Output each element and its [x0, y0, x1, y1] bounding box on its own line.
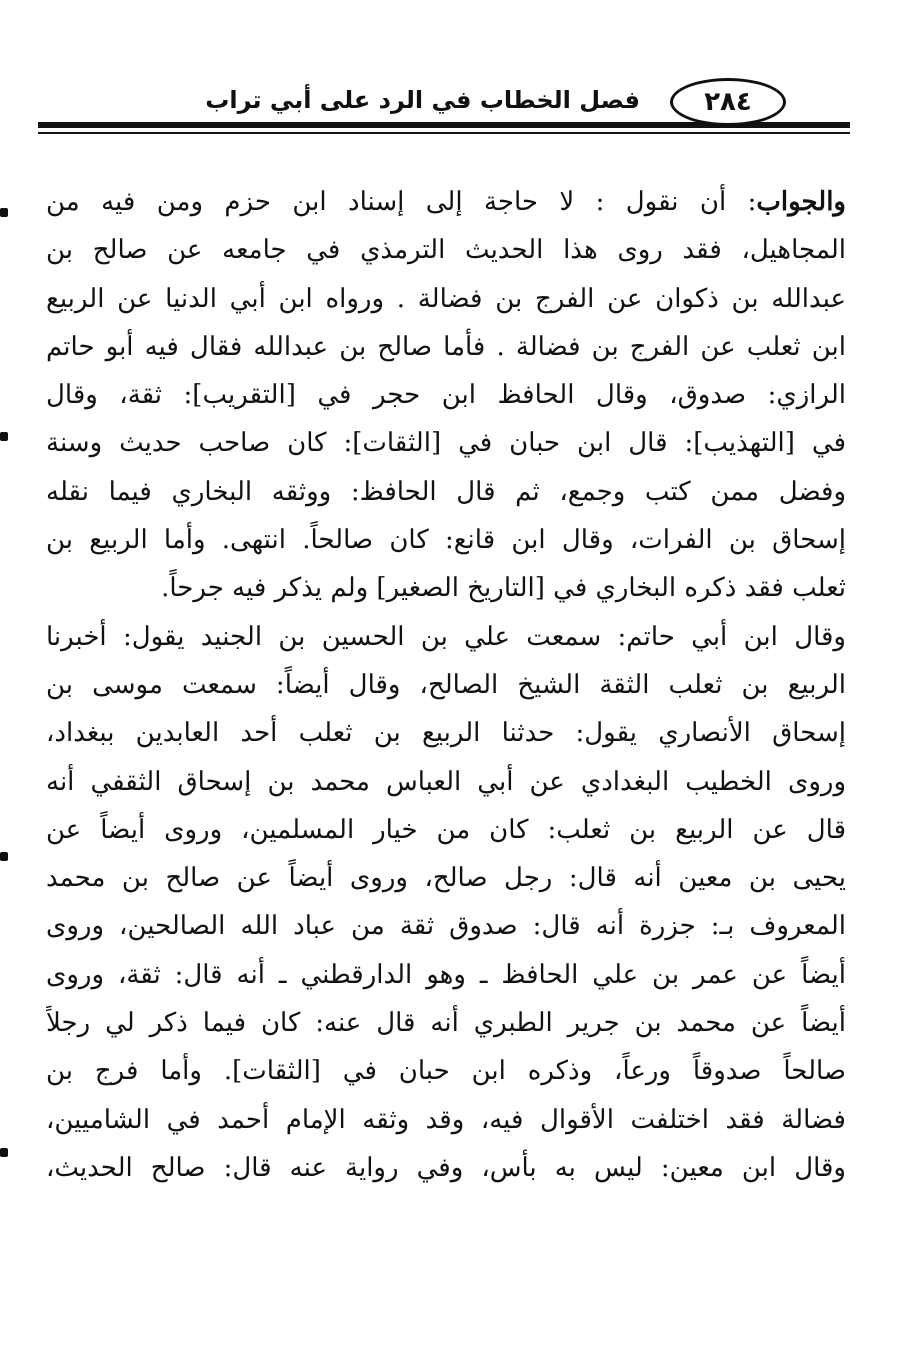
scan-edge-mark: [0, 1148, 8, 1157]
text-line: المجاهيل، فقد روى هذا الحديث الترمذي في جامعه عن صالح بن: [46, 235, 846, 266]
text-line: وقال ابن أبي حاتم: سمعت علي بن الحسين بن الجنيد يقول: أخبرنا: [46, 621, 846, 652]
text-line: الربيع بن ثعلب الثقة الشيخ الصالح، وقال أيضاً: سمعت موسى بن: [46, 669, 846, 700]
scan-edge-mark: [0, 208, 8, 217]
page-number-oval: [670, 78, 786, 126]
lead-word: والجواب: [756, 187, 846, 217]
text-line: وقال ابن معين: ليس به بأس، وفي رواية عنه قال: صالح الحديث،: [46, 1152, 846, 1183]
line-text: : أن نقول : لا حاجة إلى إسناد ابن حزم ومن فيه من: [46, 187, 757, 217]
text-line: وفضل ممن كتب وجمع، ثم قال الحافظ: ووثقه البخاري فيما نقله: [46, 476, 846, 507]
text-line: إسحاق الأنصاري يقول: حدثنا الربيع بن ثعلب أحد العابدين ببغداد،: [46, 718, 846, 749]
text-line: أيضاً عن عمر بن علي الحافظ ـ وهو الدارقطني ـ أنه قال: ثقة، وروى: [46, 959, 846, 990]
text-line: ابن ثعلب عن الفرج بن فضالة . فأما صالح بن عبدالله فقال فيه أبو حاتم: [46, 331, 846, 362]
scan-edge-mark: [0, 432, 8, 441]
body-text: [46, 178, 846, 1192]
text-line: [46, 178, 846, 226]
running-title: فصل الخطاب في الرد على أبي تراب: [205, 86, 640, 114]
text-line: المعروف بـ: جزرة أنه قال: صدوق ثقة من عباد الله الصالحين، وروى: [46, 911, 846, 942]
text-line: الرازي: صدوق، وقال الحافظ ابن حجر في [التقريب]: ثقة، وقال: [46, 380, 846, 411]
text-line: إسحاق بن الفرات، وقال ابن قانع: كان صالحاً. انتهى. وأما الربيع بن: [46, 525, 846, 556]
text-line: في [التهذيب]: قال ابن حبان في [الثقات]: كان صاحب حديث وسنة: [46, 428, 846, 459]
text-line: ثعلب فقد ذكره البخاري في [التاريخ الصغير] ولم يذكر فيه جرحاً.: [161, 573, 846, 604]
text-line: وروى الخطيب البغدادي عن أبي العباس محمد بن إسحاق الثقفي أنه: [46, 766, 846, 797]
header-rule-thin: [38, 132, 850, 134]
text-line: عبدالله بن ذكوان عن الفرج بن فضالة . ورواه ابن أبي الدنيا عن الربيع: [46, 283, 846, 314]
text-line: فضالة فقد اختلفت الأقوال فيه، وقد وثقه الإمام أحمد في الشاميين،: [46, 1104, 846, 1135]
text-line: أيضاً عن محمد بن جرير الطبري أنه قال عنه: كان فيما ذكر لي رجلاً: [46, 1008, 846, 1039]
text-line: صالحاً صدوقاً ورعاً، وذكره ابن حبان في [الثقات]. وأما فرج بن: [46, 1056, 846, 1087]
page-number: ٢٨٤: [704, 87, 752, 117]
page-header: [38, 78, 850, 148]
scan-edge-mark: [0, 852, 8, 861]
text-line: قال عن الربيع بن ثعلب: كان من خيار المسلمين، وروى أيضاً عن: [46, 814, 846, 845]
text-line: يحيى بن معين أنه قال: رجل صالح، وروى أيضاً عن صالح بن محمد: [46, 863, 846, 894]
